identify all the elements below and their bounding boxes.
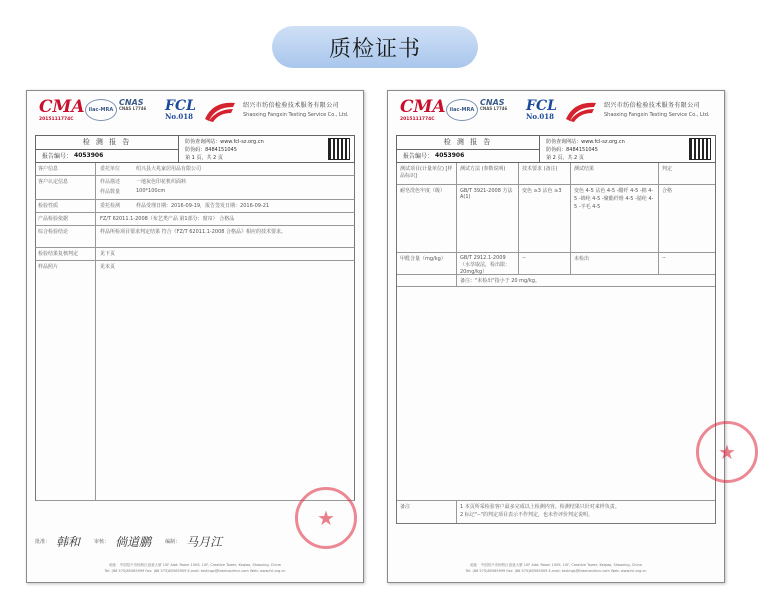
signatures: 批准： 韩和 审核： 倘道鹏 编制： 马月江	[35, 534, 223, 549]
flag-icon	[564, 99, 598, 123]
page-info: 第 1 页，共 2 页	[185, 155, 223, 161]
anti-fake-info: 防伪查询网站：www.fcl-sz.org.cn 防伪码：8484151045 第 1 页，共 2 页	[179, 136, 354, 162]
table-row: 综合检验结论 样品所检项目要求判定结果 符合《FZ/T 62011.1-2008 合格品》相应的技术要求。	[35, 226, 355, 248]
fcl-logo: FCL No.018	[165, 98, 196, 121]
table-row: 样品照片 见末页	[35, 261, 355, 501]
ilac-logo: ilac-MRA	[446, 99, 478, 121]
cma-logo: CMA 2015111774C	[39, 97, 85, 122]
report-footer: 地址：中国绍兴市柯桥区创意大厦 10F Add: Room 1009, 10F, Creative Tower, Keqiao, Shaoxing, China Tel: (86 575)85565999 Fax: (86 575)85565909 E-mail: testings@fabricauthcn.com Web: www.fcl.org.cn	[465, 563, 647, 573]
qr-code-icon	[328, 138, 350, 160]
table-row: 客户信息 委托单位 绍兴县大兆家居用品有限公司	[35, 163, 355, 176]
report-header-logos	[35, 97, 355, 131]
results-table	[396, 163, 716, 524]
table-row: 检验性质 委托检测 样品受理日期：2016-09-19，报告签发日期：2016-09-21	[35, 200, 355, 213]
company-seal-icon: ★	[295, 487, 357, 549]
cnas-logo: CNAS CNAS L7746	[480, 98, 508, 111]
table-row: 产品检验依据 FZ/T 62011.1-2008（布艺类产品 第1部分：窗帘） 合格品	[35, 213, 355, 226]
cma-logo: CMA 2015111774C	[400, 97, 446, 122]
report-title-box	[396, 135, 716, 163]
report-title: 检 测 报 告	[397, 136, 539, 150]
flag-icon	[203, 99, 237, 123]
company-name: 绍兴市纺倍检验技术服务有限公司 Shaoxing Fangxin Testing Service Co., Ltd.	[243, 102, 349, 118]
table-header: 测试项目(计量单位) [样品标识] 测试方法 (参数说明) 技术要求 (备注) 测试结果 判定	[397, 163, 715, 185]
table-row: 备注："未检出"指小于 20 mg/kg。	[397, 275, 715, 287]
report-page-2	[387, 90, 736, 583]
cnas-logo: CNAS CNAS L7746	[119, 98, 147, 111]
report-title: 检 测 报 告	[36, 136, 178, 150]
company-name: 绍兴市纺倍检验技术服务有限公司 Shaoxing Fangxin Testing Service Co., Ltd.	[604, 102, 710, 118]
report-page-1	[26, 90, 364, 583]
fcl-logo: FCL No.018	[526, 98, 557, 121]
page-title: 质检证书	[272, 26, 478, 68]
report-title-box	[35, 135, 355, 163]
ilac-logo: ilac-MRA	[85, 99, 117, 121]
anti-fake-info: 防伪查询网站：www.fcl-sz.org.cn 防伪码：8484151045 第 2 页，共 2 页	[540, 136, 715, 162]
table-row: 耐皂洗色牢度（级） GB/T 3921-2008 方法 A(1) 变色 ≥3 沾色 ≥3 变色 4-5 沾色 4-5 -醋纤 4-5 -棉 4-5 -锦纶 4-5 -聚酯纤维 4-5 -腈纶 4-5 -羊毛 4-5 合格	[397, 185, 715, 253]
table-row: 甲醛含量（mg/kg） GB/T 2912.1-2009 （水萃取法，检出限：20mg/kg） -- 未检出 --	[397, 253, 715, 275]
report-number: 报告编号： 4053906	[42, 152, 104, 161]
report-header-logos	[396, 97, 716, 131]
table-row: 客户认定信息 样品描述 一地灰色印花机织面料 样品数量 100*100cm	[35, 176, 355, 200]
table-row: 检验结果复核判定 见下页	[35, 248, 355, 261]
qr-code-icon	[689, 138, 711, 160]
report-number: 报告编号： 4053906	[403, 152, 465, 161]
page-info: 第 2 页，共 2 页	[546, 155, 584, 161]
company-seal-icon: ★	[696, 421, 758, 483]
report-body	[396, 135, 716, 574]
notes-row: 备注 1 本页所采检验客户最多完成以上检测内容。检测结果只针对来样负责。 2 标记"--"的判定项目表示不作判定，也未作评价判定说明。	[397, 501, 715, 523]
report-footer: 地址：中国绍兴市柯桥区创意大厦 10F Add: Room 1009, 10F, Creative Tower, Keqiao, Shaoxing, China Tel: (86 575)85565999 Fax: (86 575)85565909 E-mail: testings@fabricauthcn.com Web: www.fcl.org.cn	[104, 563, 286, 573]
table-row	[397, 287, 715, 501]
